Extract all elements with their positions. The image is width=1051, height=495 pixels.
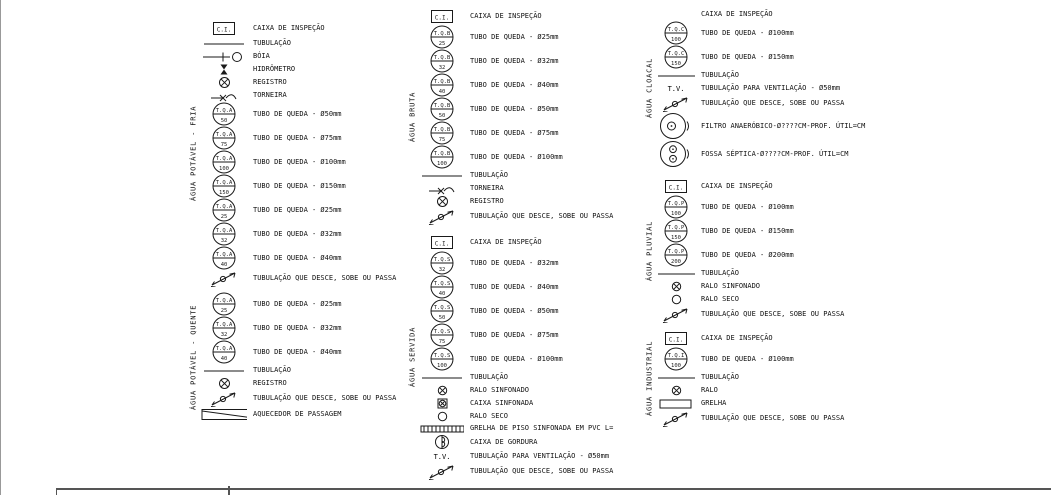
svg-text:T.Q.B: T.Q.B [433,78,451,85]
svg-text:100: 100 [671,37,681,43]
legend-item-label: TUBO DE QUEDA - Ø100mm [701,354,794,363]
tv-icon: T.V. [433,452,451,461]
ralo-seco-icon [657,294,695,305]
caixa-gordura-icon [420,434,464,450]
svg-text:40: 40 [220,262,228,268]
legend-item [657,410,844,427]
legend-item-label: TUBO DE QUEDA - Ø50mm [253,109,342,118]
svg-text:T.Q.P: T.Q.P [667,248,685,255]
legend-item [420,323,613,347]
legend-item [657,69,865,82]
svg-text:T.Q.S: T.Q.S [433,280,451,287]
legend-item-label: REGISTRO [253,78,287,86]
legend-item [657,82,865,95]
legend-item-label: TUBO DE QUEDA - Ø40mm [470,80,559,89]
tq-icon [201,316,247,340]
legend-item [657,330,844,347]
legend-item [657,397,844,410]
legend-item [420,275,613,299]
tq-icon [657,45,695,69]
desce-icon [657,410,695,427]
legend-item-label: TUBO DE QUEDA - Ø25mm [470,32,559,41]
registro-icon [420,195,464,208]
legend-item-label: RALO [701,386,718,394]
tq-icon [201,198,247,222]
legend-item-label: TUBO DE QUEDA - Ø32mm [253,229,342,238]
legend-rows [201,20,396,287]
legend-item [657,140,865,168]
svg-text:T.Q.A: T.Q.A [215,345,233,352]
legend-item-label: TUBULAÇÃO QUE DESCE, SOBE OU PASSA [470,212,614,220]
svg-text:C.I.: C.I. [668,184,684,192]
line-icon [657,271,695,277]
legend-item [420,410,613,423]
legend-item-label: CAIXA DE INSPEÇÃO [470,238,542,246]
svg-text:C.I.: C.I. [668,336,684,344]
legend-item-label: TUBULAÇÃO [701,71,739,79]
svg-text:25: 25 [438,41,446,47]
ci-box-icon [420,235,464,250]
legend-item-label: TUBO DE QUEDA - Ø40mm [253,347,342,356]
legend-item [201,89,396,102]
legend-item [420,384,613,397]
legend-item-label: RALO SECO [470,412,508,420]
legend-item-label: TUBULAÇÃO QUE DESCE, SOBE OU PASSA [701,99,845,107]
tq-icon [657,347,695,371]
legend-item [657,293,844,306]
svg-text:150: 150 [671,235,681,241]
legend-item-label: TUBO DE QUEDA - Ø32mm [470,258,559,267]
legend-item-label: REGISTRO [253,379,287,387]
legend-item [657,243,844,267]
legend-item [420,145,613,169]
svg-text:T.Q.A: T.Q.A [215,131,233,138]
svg-text:100: 100 [671,211,681,217]
svg-text:T.Q.A: T.Q.A [215,203,233,210]
legend-item [201,246,396,270]
legend-item-label: RALO SECO [701,295,739,303]
tq-icon [657,219,695,243]
svg-text:50: 50 [438,113,446,119]
svg-text:C.I.: C.I. [216,26,232,34]
legend-item [201,390,396,407]
legend-item [201,20,396,37]
legend-item [201,63,396,76]
legend-item [201,316,396,340]
svg-text:T.Q.A: T.Q.A [215,155,233,162]
svg-text:100: 100 [437,161,447,167]
section-title: ÁGUA PLUVIAL [645,220,654,281]
tv-icon: T.V. [667,84,685,93]
legend-item [420,234,613,251]
svg-text:32: 32 [220,238,228,244]
legend-item-label: TUBO DE QUEDA - Ø40mm [470,282,559,291]
legend-item-label: TUBO DE QUEDA - Ø100mm [470,152,563,161]
legend-item-label: TUBO DE QUEDA - Ø100mm [701,202,794,211]
svg-text:T.Q.B: T.Q.B [433,30,451,37]
legend-item [201,377,396,390]
legend-item [420,25,613,49]
tq-icon [201,340,247,364]
legend-item-label: TUBO DE QUEDA - Ø100mm [701,28,794,37]
legend-item [657,8,865,21]
registro-icon [201,377,247,390]
registro-icon [201,76,247,89]
svg-text:T.Q.C: T.Q.C [667,50,685,57]
legend-item-label: TUBO DE QUEDA - Ø25mm [253,299,342,308]
legend-item-label: CAIXA DE INSPEÇÃO [701,10,773,18]
tq-icon [201,126,247,150]
tq-icon [420,251,464,275]
svg-text:T.Q.C: T.Q.C [667,26,685,33]
legend-item-label: TUBO DE QUEDA - Ø150mm [253,181,346,190]
legend-item [420,195,613,208]
boia-icon [201,51,247,63]
legend-item [201,102,396,126]
svg-text:50: 50 [438,315,446,321]
legend-item-label: REGISTRO [470,197,504,205]
legend-item-label: TUBO DE QUEDA - Ø150mm [701,226,794,235]
svg-text:T.Q.P: T.Q.P [667,224,685,231]
legend-item-label: TUBO DE QUEDA - Ø32mm [253,323,342,332]
tq-icon [201,222,247,246]
legend-item [201,340,396,364]
svg-text:T.Q.S: T.Q.S [433,256,451,263]
legend-item-label: TUBULAÇÃO QUE DESCE, SOBE OU PASSA [701,414,845,422]
desce-icon [657,95,695,112]
tq-icon [201,102,247,126]
line-icon [201,41,247,47]
tq-icon [201,292,247,316]
legend-item-label: TUBULAÇÃO [470,373,508,381]
legend-item-label: TUBO DE QUEDA - Ø75mm [470,128,559,137]
svg-text:T.Q.A: T.Q.A [215,297,233,304]
caixa-sinf-icon [420,398,464,409]
legend-item-label: TUBULAÇÃO QUE DESCE, SOBE OU PASSA [253,394,397,402]
legend-item [201,222,396,246]
svg-text:T.Q.A: T.Q.A [215,321,233,328]
section-title: ÁGUA SERVIDA [408,326,417,388]
tq-icon [420,121,464,145]
aquecedor-icon [201,408,247,421]
legend-section-servida [406,234,613,480]
legend-item [657,267,844,280]
legend-section-cloacal [643,8,865,168]
svg-text:T.Q.P: T.Q.P [667,200,685,207]
legend-item [201,407,396,422]
svg-text:75: 75 [438,339,446,345]
legend-rows [420,8,613,225]
legend-item-label: TUBO DE QUEDA - Ø100mm [253,157,346,166]
legend-item [201,292,396,316]
legend-section-quente [187,292,396,422]
legend-item [420,251,613,275]
tq-icon [201,150,247,174]
svg-text:50: 50 [220,118,228,124]
ralo-seco-icon [420,411,464,422]
legend-item-label: TUBO DE QUEDA - Ø40mm [253,253,342,262]
legend-item-label: TUBULAÇÃO QUE DESCE, SOBE OU PASSA [701,310,845,318]
legend-item-label: TUBULAÇÃO QUE DESCE, SOBE OU PASSA [253,274,397,282]
section-title: ÁGUA INDUSTRIAL [645,340,654,417]
legend-item-label: TUBULAÇÃO PARA VENTILAÇÃO - Ø50mm [470,452,610,460]
torneira-icon [201,90,247,102]
legend-item [420,423,613,434]
legend-section-fria [187,20,396,287]
legend-rows [657,8,865,168]
legend-item-label: CAIXA DE GORDURA [470,437,538,446]
legend-section-bruta [406,8,613,225]
desce-icon [201,390,247,407]
legend-item [420,450,613,463]
legend-item [420,299,613,323]
svg-text:75: 75 [220,142,228,148]
legend-item-label: TUBULAÇÃO [253,39,291,47]
legend-item [420,182,613,195]
legend-item-label: TUBO DE QUEDA - Ø200mm [701,250,794,259]
legend-item [420,463,613,480]
legend-section-pluvial [643,178,844,323]
legend-item [420,371,613,384]
desce-icon [201,270,247,287]
legend-item-label: TUBO DE QUEDA - Ø50mm [470,306,559,315]
legend-item [420,73,613,97]
section-title: ÁGUA CLOACAL [645,57,654,119]
ci-box-icon [657,179,695,194]
svg-text:32: 32 [438,267,446,273]
legend-item-label: TUBULAÇÃO [701,269,739,277]
svg-text:25: 25 [220,308,228,314]
svg-text:T.Q.A: T.Q.A [215,107,233,114]
legend-item [657,21,865,45]
legend-item [657,306,844,323]
desce-icon [657,306,695,323]
legend-item [657,95,865,112]
svg-text:T.Q.B: T.Q.B [433,102,451,109]
legend-item [657,112,865,140]
legend-item [420,121,613,145]
ralo-sinf-icon [657,281,695,292]
legend-item-label: CAIXA DE INSPEÇÃO [701,182,773,190]
svg-text:T.Q.A: T.Q.A [215,251,233,258]
line-icon [201,368,247,374]
section-title: ÁGUA BRUTA [408,91,417,142]
legend-item-label: GRELHA [701,399,727,407]
tq-icon [657,21,695,45]
legend-item [201,364,396,377]
legend-item [657,371,844,384]
svg-text:32: 32 [438,65,446,71]
line-icon [657,73,695,79]
legend-item [657,178,844,195]
legend-item [201,198,396,222]
legend-rows [657,178,844,323]
ralo-sinf-icon [420,385,464,396]
svg-text:150: 150 [671,61,681,67]
svg-text:32: 32 [220,332,228,338]
legend-item [420,208,613,225]
legend-item-label: TUBO DE QUEDA - Ø150mm [701,52,794,61]
legend-item-label: CAIXA DE INSPEÇÃO [470,12,542,20]
tq-icon [201,246,247,270]
legend-item [420,434,613,450]
line-icon [420,173,464,179]
legend-item-label: TUBULAÇÃO QUE DESCE, SOBE OU PASSA [470,467,614,475]
svg-text:T.Q.B: T.Q.B [433,150,451,157]
tq-icon [657,195,695,219]
legend-rows [657,330,844,427]
tq-icon [657,243,695,267]
legend-item-label: TUBO DE QUEDA - Ø75mm [253,133,342,142]
desce-icon [420,208,464,225]
legend-item [657,45,865,69]
svg-text:T.Q.S: T.Q.S [433,328,451,335]
svg-text:C.I.: C.I. [434,240,450,248]
legend-item [657,280,844,293]
ci-box-icon [201,21,247,36]
desce-icon [420,463,464,480]
ci-box-icon [657,331,695,346]
legend-item [201,174,396,198]
ci-box-icon [420,9,464,24]
svg-text:C.I.: C.I. [434,14,450,22]
svg-text:25: 25 [220,214,228,220]
tq-icon [420,275,464,299]
tq-icon [420,347,464,371]
legend-item-label: TUBO DE QUEDA - Ø75mm [470,330,559,339]
title-block-top-border [56,488,1051,490]
legend-section-industrial [643,330,844,427]
legend-item-label: AQUECEDOR DE PASSAGEM [253,410,342,418]
legend-rows [201,292,396,422]
legend-item-label: TUBULAÇÃO PARA VENTILAÇÃO - Ø50mm [701,84,841,92]
svg-text:100: 100 [219,166,229,172]
tq-icon [420,73,464,97]
legend-item-label: RALO SINFONADO [470,386,530,394]
legend-item-label: HIDRÔMETRO [253,65,296,73]
tq-icon [420,299,464,323]
tq-icon [201,174,247,198]
legend-item [657,384,844,397]
legend-item-label: FOSSA SÉPTICA-Ø????CM-PROF. ÚTIL=CM [701,149,849,158]
legend-item-label: TUBO DE QUEDA - Ø32mm [470,56,559,65]
legend-item [201,270,396,287]
svg-text:T.Q.S: T.Q.S [433,352,451,359]
svg-text:T.Q.I: T.Q.I [667,352,685,359]
torneira-icon [420,183,464,195]
svg-text:100: 100 [437,363,447,369]
line-icon [657,375,695,381]
svg-text:T.Q.A: T.Q.A [215,179,233,186]
legend-item-label: TORNEIRA [470,184,504,192]
hidrometro-icon [201,63,247,76]
legend-item-label: TUBO DE QUEDA - Ø50mm [470,104,559,113]
legend-item-label: CAIXA DE INSPEÇÃO [253,24,325,32]
svg-text:40: 40 [438,89,446,95]
svg-text:T.Q.S: T.Q.S [433,304,451,311]
legend-item [201,50,396,63]
legend-item [420,49,613,73]
legend-item [657,219,844,243]
legend-item-label: BÓIA [253,52,270,60]
tq-icon [420,145,464,169]
grelha-icon [657,399,695,409]
legend-item-label: TORNEIRA [253,91,287,99]
tq-icon [420,323,464,347]
legend-item [201,76,396,89]
legend-item-label: RALO SINFONADO [701,282,761,290]
svg-text:40: 40 [220,356,228,362]
svg-text:150: 150 [219,190,229,196]
legend-item [201,126,396,150]
title-block-tick-divider [228,486,230,495]
legend-item [657,347,844,371]
svg-text:100: 100 [671,363,681,369]
legend-item [420,8,613,25]
ralo-sinf-icon [657,385,695,396]
tq-icon [420,49,464,73]
legend-item [420,397,613,410]
title-block-tick-left [56,488,57,495]
legend-item-label: TUBULAÇÃO [701,373,739,381]
legend-item-label: GRELHA DE PISO SINFONADA EM PVC L= [470,424,614,432]
legend-item-label: CAIXA DE INSPEÇÃO [701,334,773,342]
legend-item-label: FILTRO ANAERÓBICO-Ø????CM-PROF. ÚTIL=CM [701,121,866,130]
legend-item-label: TUBULAÇÃO [470,171,508,179]
legend-item-label: TUBO DE QUEDA - Ø100mm [470,354,563,363]
tq-icon [420,25,464,49]
fossa-icon [657,140,695,168]
legend-item [420,347,613,371]
section-title: ÁGUA POTÁVEL - FRIA [189,105,198,202]
legend-item [420,97,613,121]
tq-icon [420,97,464,121]
svg-text:T.Q.B: T.Q.B [433,126,451,133]
line-icon [420,375,464,381]
grelha-piso-icon [420,425,464,433]
section-title: ÁGUA POTÁVEL - QUENTE [189,304,198,410]
filtro-icon [657,112,695,140]
legend-item-label: CAIXA SINFONADA [470,399,534,407]
svg-text:T.Q.B: T.Q.B [433,54,451,61]
svg-text:T.Q.A: T.Q.A [215,227,233,234]
legend-item [201,37,396,50]
legend-item [201,150,396,174]
legend-rows [420,234,613,480]
legend-item [657,195,844,219]
svg-text:75: 75 [438,137,446,143]
legend-item-label: TUBULAÇÃO [253,366,291,374]
svg-text:200: 200 [671,259,681,265]
legend-item-label: TUBO DE QUEDA - Ø25mm [253,205,342,214]
legend-item [420,169,613,182]
svg-text:40: 40 [438,291,446,297]
